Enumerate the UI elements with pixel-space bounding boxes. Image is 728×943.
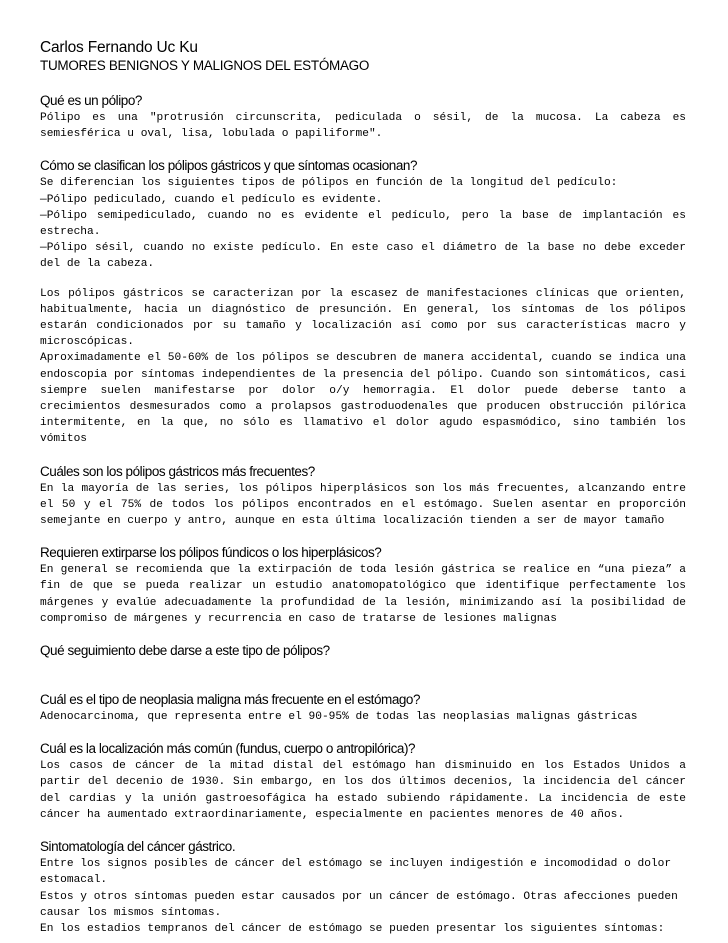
section-paragraph: Entre los signos posibles de cáncer del estómago se incluyen indigestión e incomodidad o dolor estomacal. — [40, 858, 672, 887]
section-question: Cómo se clasifican los pólipos gástricos y que síntomas ocasionan? — [40, 158, 418, 174]
list-item: —Pólipo sésil, cuando no existe pedículo. En este caso el diámetro de la base no debe exceder del de la cabeza. — [40, 242, 686, 271]
section-polyp-classification — [40, 157, 686, 447]
section-question: Requieren extirparse los pólipos fúndicos o los hiperplásicos? — [40, 545, 382, 561]
section-paragraph: En general se recomienda que la extirpación de toda lesión gástrica se realice en “una pieza” a fin de que se pueda realizar un estudio anatomopatológico que identifique perfectamente los márgenes y evalúe adecuadamente la profundidad de la lesión, minimizando así la posibilidad de compromiso de márgenes y recurrencia en caso de tratarse de lesiones malignas — [40, 564, 686, 625]
section-most-frequent-polyps — [40, 463, 686, 530]
section-gastric-cancer-symptoms — [40, 838, 686, 937]
section-question: Qué seguimiento debe darse a este tipo de pólipos? — [40, 643, 330, 659]
document-page — [40, 38, 686, 937]
section-paragraph: En los estadios tempranos del cáncer de estómago se pueden presentar los siguientes síntomas: — [40, 922, 665, 935]
section-common-location — [40, 740, 686, 823]
section-paragraph: Se diferencian los siguientes tipos de pólipos en función de la longitud del pedículo: — [40, 177, 618, 190]
section-question: Sintomatología del cáncer gástrico. — [40, 839, 236, 855]
section-question: Qué es un pólipo? — [40, 93, 142, 108]
section-question: Cuál es la localización más común (fundus, cuerpo o antropilórica)? — [40, 741, 416, 757]
list-item: —Pólipo pediculado, cuando el pedículo es evidente. — [40, 193, 383, 206]
section-most-frequent-neoplasia — [40, 691, 686, 725]
section-paragraph: Los pólipos gástricos se caracterizan por la escasez de manifestaciones clínicas que orienten, habitualmente, hacia un diagnóstico de presunción. En general, los síntomas de los pólipos estarán condicionados por su tamaño y localización así como por sus características macro y microscópicas. — [40, 287, 686, 349]
section-paragraph: Aproximadamente el 50-60% de los pólipos se descubren de manera accidental, cuando se indica una endoscopia por síntomas independientes de la presencia del pólipo. Cuando son sintomáticos, casi siempre suelen manifestarse por dolor o/y hemorragia. El dolor puede deberse tanto a crecimientos desmesurados como a prolapsos gastroduodenales que producen obstrucción pilórica intermitente, en la que, no sólo es llamativo el dolor agudo espasmódico, sino también los vómitos — [40, 352, 686, 446]
section-question: Cuáles son los pólipos gástricos más frecuentes? — [40, 463, 315, 479]
section-polyp-removal — [40, 544, 686, 627]
section-paragraph: Los casos de cáncer de la mitad distal del estómago han disminuido en los Estados Unidos a partir del decenio de 1930. Sin embargo, en los dos últimos decenios, la incidencia del cáncer del cardias y la unión gastroesofágica ha estado subiendo rápidamente. La incidencia de este cáncer ha aumentado extraordinariamente, especialmente en pacientes menores de 40 años. — [40, 760, 686, 821]
author-name: Carlos Fernando Uc Ku — [40, 39, 198, 56]
section-paragraph: Adenocarcinoma, que representa entre el 90-95% de todas las neoplasias malignas gástricas — [40, 711, 638, 724]
section-what-is-polyp — [40, 92, 686, 142]
section-polyp-follow-up — [40, 642, 686, 660]
document-title: TUMORES BENIGNOS Y MALIGNOS DEL ESTÓMAGO — [40, 58, 370, 73]
section-paragraph: Pólipo es una "protrusión circunscrita, pediculada o sésil, de la mucosa. La cabeza es semiesférica u oval, lisa, lobulada o papiliforme". — [40, 112, 686, 141]
list-item: —Pólipo semipediculado, cuando no es evidente el pedículo, pero la base de implantación es estrecha. — [40, 209, 686, 239]
section-paragraph: En la mayoría de las series, los pólipos hiperplásicos son los más frecuentes, alcanzando entre el 50 y el 75% de todos los pólipos encontrados en el estómago. Suelen asentar en proporción semejante en cuerpo y antro, aunque en esta última localización tienden a ser de mayor tamaño — [40, 482, 686, 528]
section-paragraph: Estos y otros síntomas pueden estar causados por un cáncer de estómago. Otras afecciones pueden causar los mismos síntomas. — [40, 890, 678, 919]
section-question: Cuál es el tipo de neoplasia maligna más frecuente en el estómago? — [40, 692, 421, 708]
